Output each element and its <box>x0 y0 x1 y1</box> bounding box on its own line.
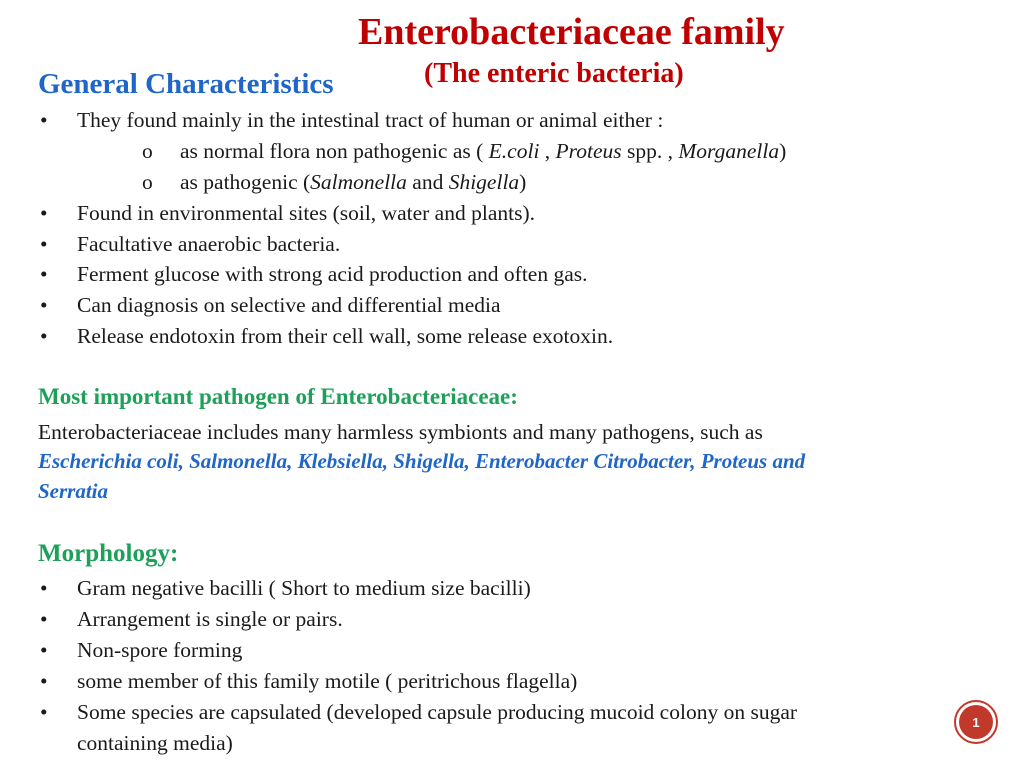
bullet-icon: • <box>40 324 48 348</box>
slide-subtitle: (The enteric bacteria) <box>424 58 684 89</box>
bullet-icon: • <box>40 638 48 662</box>
bullet-icon: • <box>40 293 48 317</box>
pathogen-list-line-2: Serratia <box>38 479 109 503</box>
bullet-icon: • <box>40 607 48 631</box>
slide-title: Enterobacteriaceae family <box>358 11 785 53</box>
sub-bullet-icon: o <box>142 170 153 194</box>
sub-bullet-icon: o <box>142 139 153 163</box>
bullet-icon: • <box>40 232 48 256</box>
bullet-icon: • <box>40 700 48 724</box>
bullet-icon: • <box>40 262 48 286</box>
pathogens-text: Enterobacteriaceae includes many harmless symbionts and many pathogens, such as <box>38 420 763 444</box>
bullet-icon: • <box>40 669 48 693</box>
bullet-icon: • <box>40 201 48 225</box>
pathogen-list-line-1: Escherichia coli, Salmonella, Klebsiella, Shigella, Enterobacter Citrobacter, Proteus and <box>38 449 806 473</box>
morphology-heading: Morphology: <box>38 540 179 567</box>
page-number: 1 <box>959 705 993 739</box>
page-number-badge <box>954 700 998 744</box>
bullet-icon: • <box>40 108 48 132</box>
list-item-continuation: containing media) <box>77 731 233 755</box>
bullet-icon: • <box>40 576 48 600</box>
general-characteristics-heading: General Characteristics <box>38 68 334 100</box>
pathogens-heading: Most important pathogen of Enterobacteriaceae: <box>38 384 518 409</box>
